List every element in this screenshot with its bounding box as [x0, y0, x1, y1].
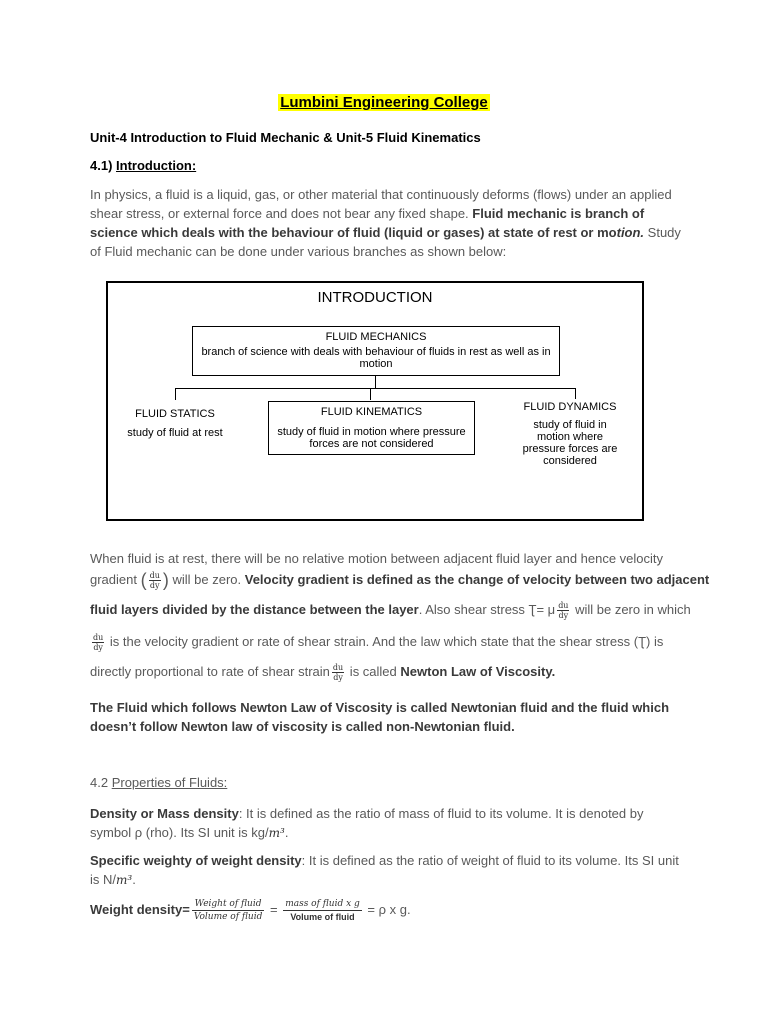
du-dy-fraction: $\frac{du}{dy}$ [149, 571, 160, 591]
mass-g-volume-fraction: $\frac{\text{mass of fluid x g}}{\text{Volume of fluid}}$ [285, 899, 360, 922]
fluid-statics-title: FLUID STATICS [135, 408, 215, 420]
newtonian-paragraph: The Fluid which follows Newton Law of Viscosity is called Newtonian fluid and the fluid which doesn’t follow Newton law of viscosity is called non-Newtonian fluid. [90, 700, 670, 734]
fluid-mechanics-desc: branch of science with deals with behaviour of fluids in rest as well as in motion [201, 346, 551, 370]
fluid-mechanics-box [192, 326, 560, 376]
document-title: Lumbini Engineering College [280, 94, 488, 111]
weight-density-formula: Weight density= $\frac{\text{Weight of fluid}}{\text{Volume of fluid}}$ = $\frac{\text{mass of fluid x g}}{\text{Volume of fluid}}$ = ρ x g. [90, 899, 411, 922]
du-dy-fraction-3: $\frac{du}{dy}$ [93, 633, 104, 653]
fluid-kinematics-desc: study of fluid in motion where pressure forces are not considered [277, 426, 466, 450]
fluid-kinematics-box [268, 401, 475, 455]
intro-paragraph: In physics, a fluid is a liquid, gas, or other material that continuously deforms (flows) under an applied shear stress, or external force and does not bear any fixed shape. Fluid mechanic is branch of science which deals with the behaviour of fluid (liquid or gases) at state of rest or motion. Study of Fluid mechanic can be done under various branches as shown below: [90, 187, 681, 259]
du-dy-fraction-2: $\frac{du}{dy}$ [558, 601, 569, 621]
fluid-dynamics-box [505, 399, 635, 473]
fluid-statics-desc: study of fluid at rest [127, 427, 223, 439]
rest-line-3: fluid layers divided by the distance between the layer. Also shear stress Ʈ= μ $\frac{du}{dy}$ will be zero in which [90, 601, 691, 621]
unit-heading: Unit-4 Introduction to Fluid Mechanic & Unit-5 Fluid Kinematics [90, 130, 481, 145]
weight-density-paragraph: Specific weighty of weight density: It is defined as the ratio of weight of fluid to its volume. Its SI unit is N/m³. [90, 853, 679, 887]
section-4-1-heading: 4.1) Introduction: [90, 158, 197, 173]
fluid-statics-box [112, 401, 238, 445]
weight-volume-fraction: $\frac{\text{Weight of fluid}}{\text{Volume of fluid}}$ [193, 899, 263, 922]
rest-line-1: When fluid is at rest, there will be no relative motion between adjacent fluid layer and hence velocity [90, 551, 664, 566]
connector-vertical [375, 375, 376, 389]
diagram-title: INTRODUCTION [317, 289, 433, 306]
fluid-dynamics-desc: study of fluid in motion where pressure forces are considered [522, 419, 618, 467]
connector-statics [175, 388, 176, 400]
du-dy-fraction-4: $\frac{du}{dy}$ [332, 663, 344, 683]
fluid-kinematics-title: FLUID KINEMATICS [320, 406, 423, 418]
rest-line-5: directly proportional to rate of shear strain $\frac{du}{dy}$ is called Newton Law of Viscosity. [90, 663, 556, 683]
section-4-2-heading: 4.2 Properties of Fluids: [90, 775, 228, 790]
rest-line-2: gradient ( $\frac{du}{dy}$ ) will be zero. Velocity gradient is defined as the change of velocity between two adjacent [90, 570, 710, 591]
rest-line-4: $\frac{du}{dy}$ is the velocity gradient or rate of shear strain. And the law which state that the shear stress (Ʈ) is [93, 633, 664, 653]
fluid-dynamics-title: FLUID DYNAMICS [523, 401, 617, 413]
fluid-mechanics-diagram [106, 281, 644, 521]
fluid-mechanics-title: FLUID MECHANICS [325, 331, 427, 343]
connector-kinematics [370, 388, 371, 400]
density-paragraph: Density or Mass density: It is defined as the ratio of mass of fluid to its volume. It is denoted by symbol ρ (rho). Its SI unit is kg/m³. [90, 806, 644, 840]
connector-horizontal [175, 388, 576, 389]
